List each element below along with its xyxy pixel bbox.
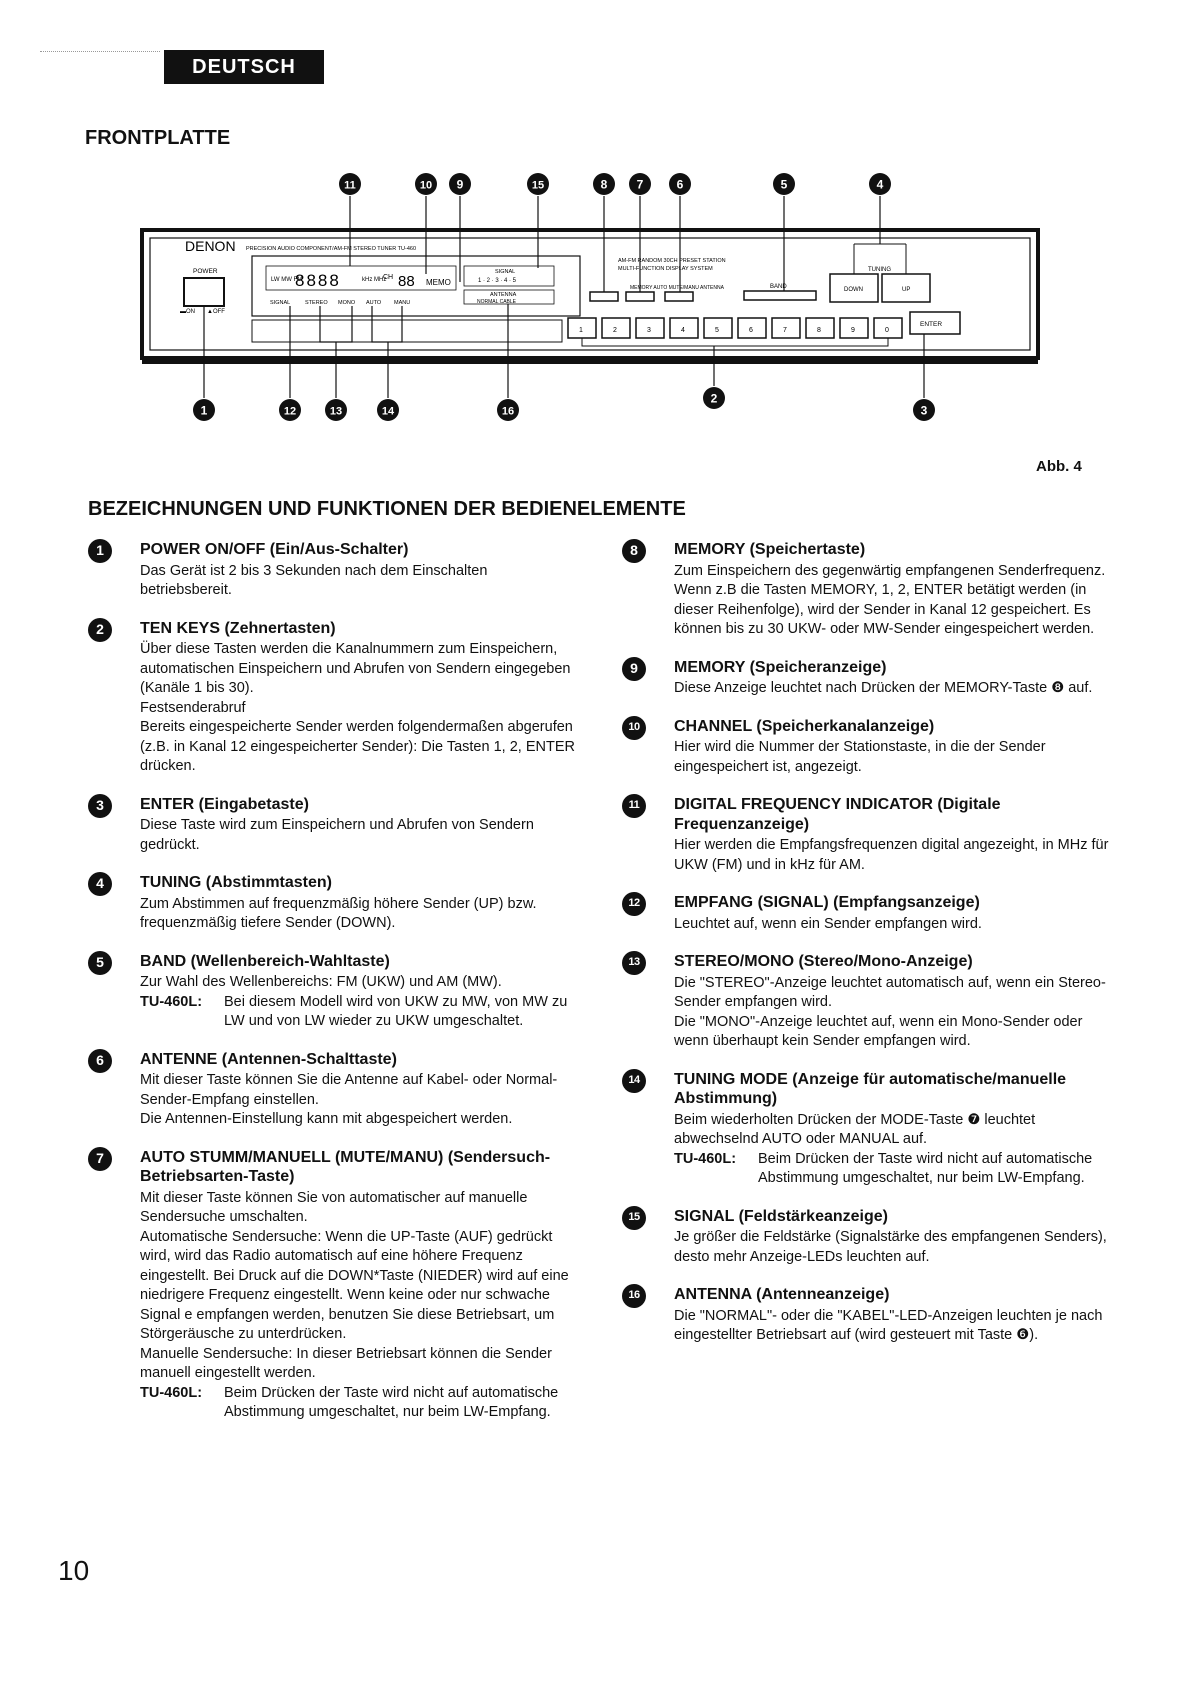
key-4-label: 4	[681, 327, 685, 334]
item-number-badge: 4	[88, 872, 112, 896]
item-number-badge: 14	[622, 1069, 646, 1093]
model-note	[140, 993, 580, 1032]
power-off-label: ▲OFF	[207, 309, 225, 315]
antenna-modes: NORMAL CABLE	[477, 299, 516, 305]
function-item	[88, 873, 580, 934]
svg-text:2: 2	[710, 391, 718, 406]
key-1-label: 1	[579, 327, 583, 334]
svg-text:4: 4	[876, 177, 884, 192]
memo-indicator: MEMO	[426, 278, 451, 287]
function-item	[622, 540, 1112, 640]
svg-text:3: 3	[920, 403, 928, 418]
item-number-badge: 16	[622, 1284, 646, 1308]
svg-text:9: 9	[456, 177, 464, 192]
mute-manu-button	[626, 292, 654, 301]
function-item	[88, 619, 580, 777]
power-button	[184, 278, 224, 306]
item-number-badge: 9	[622, 657, 646, 681]
item-paragraph: Mit dieser Taste können Sie die Antenne auf Kabel- oder Normal-Sender-Empfang einstellen.	[140, 1072, 558, 1108]
model-note-label: TU-460L:	[140, 993, 203, 1010]
model-note-text: Bei diesem Modell wird von UKW zu MW, von MW zu LW und von LW wieder zu UKW umgeschaltet.	[224, 993, 568, 1029]
left-column	[88, 540, 580, 1441]
channel-label: CH	[383, 274, 394, 281]
model-note-text: Beim Drücken der Taste wird nicht auf automatische Abstimmung umgeschaltet, nur beim LW-Empfang.	[224, 1384, 559, 1420]
model-note	[140, 1384, 580, 1423]
item-number-badge: 13	[622, 951, 646, 975]
item-paragraph: Die "MONO"-Anzeige leuchtet auf, wenn ein Mono-Sender oder wenn überhaupt kein Sender empfangen wird.	[674, 1013, 1083, 1049]
function-item	[622, 1070, 1112, 1189]
svg-text:5: 5	[780, 177, 788, 192]
frequency-digits: 8888	[295, 271, 341, 290]
item-paragraph: Über diese Tasten werden die Kanalnummern zum Einspeichern, automatischen Einspeichern und Abrufen von Sendern eingegeben (Kanäle 1 bis 30).	[140, 641, 571, 696]
function-item	[622, 795, 1112, 875]
svg-text:14: 14	[381, 405, 395, 418]
key-3-label: 3	[647, 327, 651, 334]
model-note-label: TU-460L:	[140, 1384, 203, 1401]
key-2-label: 2	[613, 327, 617, 334]
controls-heading: BEZEICHNUNGEN UND FUNKTIONEN DER BEDIENELEMENTE	[88, 498, 686, 520]
function-item	[622, 1285, 1112, 1346]
item-number-badge: 15	[622, 1206, 646, 1230]
svg-text:7: 7	[636, 177, 644, 192]
antenna-label: ANTENNA	[490, 292, 517, 298]
item-paragraph: Das Gerät ist 2 bis 3 Sekunden nach dem Einschalten betriebsbereit.	[140, 562, 488, 598]
function-item	[622, 1207, 1112, 1268]
item-paragraph: Manuelle Sendersuche: In dieser Betriebsart können die Sender manuell eingestellt werden.	[140, 1345, 552, 1381]
function-item	[88, 540, 580, 601]
item-paragraph: Die Antennen-Einstellung kann mit abgespeichert werden.	[140, 1111, 513, 1127]
signal-meter-label: SIGNAL	[495, 269, 516, 275]
item-paragraph: Zur Wahl des Wellenbereichs: FM (UKW) und AM (MW).	[140, 974, 502, 990]
item-number-badge: 5	[88, 951, 112, 975]
item-title: STEREO/MONO (Stereo/Mono-Anzeige)	[674, 953, 973, 970]
function-item	[88, 1148, 580, 1423]
right-column	[622, 540, 1112, 1364]
indicator-signal: SIGNAL	[270, 300, 291, 306]
item-paragraph: Leuchtet auf, wenn ein Sender empfangen wird.	[674, 915, 982, 932]
function-item	[622, 952, 1112, 1052]
item-paragraph: Die "STEREO"-Anzeige leuchtet automatisch auf, wenn ein Stereo-Sender empfangen wird.	[674, 974, 1106, 1010]
system-line-2: MULTI-FUNCTION DISPLAY SYSTEM	[618, 266, 713, 272]
key-9-label: 9	[851, 327, 855, 334]
band-button	[744, 291, 816, 300]
item-title: AUTO STUMM/MANUELL (MUTE/MANU) (Sendersuch-Betriebsarten-Taste)	[140, 1148, 551, 1185]
svg-text:6: 6	[676, 177, 684, 192]
item-paragraph: Zum Abstimmen auf frequenzmäßig höhere Sender (UP) bzw. frequenzmäßig tiefere Sender (DOWN).	[140, 895, 537, 931]
svg-text:10: 10	[419, 179, 433, 192]
function-item	[88, 795, 580, 856]
item-title: ANTENNA (Antenneanzeige)	[674, 1286, 890, 1303]
memory-button	[590, 292, 618, 301]
frequency-units: kHz MHz	[362, 277, 387, 283]
language-tab: DEUTSCH	[164, 50, 324, 84]
model-note-text: Beim Drücken der Taste wird nicht auf automatische Abstimmung umgeschaltet, nur beim LW-Empfang.	[758, 1150, 1093, 1186]
item-title: MEMORY (Speicheranzeige)	[674, 658, 887, 676]
item-title: ENTER (Eingabetaste)	[140, 795, 309, 813]
function-item	[622, 893, 1112, 934]
enter-label: ENTER	[920, 321, 943, 328]
item-title: EMPFANG (SIGNAL) (Empfangsanzeige)	[674, 894, 980, 911]
item-number-badge: 11	[622, 794, 646, 818]
model-line: PRECISION AUDIO COMPONENT/AM-FM STEREO TUNER TU-460	[246, 246, 417, 252]
band-indicators: LW MW FM	[271, 277, 303, 283]
item-paragraph: Die "NORMAL"- oder die "KABEL"-LED-Anzeigen leuchten je nach eingestellter Betriebsart auf (wird gesteuert mit Taste ❻).	[674, 1307, 1103, 1343]
item-number-badge: 1	[88, 539, 112, 563]
system-line-1: AM-FM RANDOM 30CH PRESET STATION	[618, 258, 726, 264]
item-paragraph: Diese Anzeige leuchtet nach Drücken der MEMORY-Taste ❽ auf.	[674, 680, 1093, 696]
item-title: DIGITAL FREQUENCY INDICATOR (Digitale Frequenzanzeige)	[674, 796, 1001, 833]
item-number-badge: 2	[88, 618, 112, 642]
page-number: 10	[58, 1555, 90, 1586]
function-item	[622, 717, 1112, 778]
item-title: ANTENNE (Antennen-Schalttaste)	[140, 1050, 397, 1068]
item-title: TUNING MODE (Anzeige für automatische/manuelle Abstimmung)	[674, 1070, 1067, 1107]
item-number-badge: 12	[622, 892, 646, 916]
indicator-auto: AUTO	[366, 300, 382, 306]
down-label: DOWN	[844, 287, 863, 293]
channel-digits: 88	[398, 273, 415, 290]
antenna-button	[665, 292, 693, 301]
callouts-top	[339, 173, 891, 195]
model-note	[674, 1150, 1112, 1189]
item-paragraph: Hier werden die Empfangsfrequenzen digital angezeight, in MHz für UKW (FM) und in kHz für AM.	[674, 837, 1109, 873]
key-0-label: 0	[885, 327, 889, 334]
callouts-bottom	[193, 387, 935, 421]
item-paragraph: Bereits eingespeicherte Sender werden folgendermaßen abgerufen (z.B. in Kanal 12 eingespeicherter Sender): Die Tasten 1, 2, ENTER drücken.	[140, 719, 575, 774]
item-paragraph: Zum Einspeichern des gegenwärtig empfangenen Senderfrequenz.	[674, 562, 1106, 579]
item-paragraph: Festsenderabruf	[140, 699, 246, 716]
function-item	[88, 952, 580, 1032]
item-paragraph: Hier wird die Nummer der Stationstaste, in die der Sender eingespeichert ist, angezeigt.	[674, 739, 1046, 775]
item-paragraph: Beim wiederholten Drücken der MODE-Taste ❼ leuchtet abwechselnd AUTO oder MANUAL auf.	[674, 1111, 1036, 1147]
svg-text:8: 8	[600, 177, 608, 192]
model-note-label: TU-460L:	[674, 1150, 737, 1167]
power-label: POWER	[193, 268, 218, 275]
brand-label: DENON	[185, 238, 236, 254]
item-title: BAND (Wellenbereich-Wahltaste)	[140, 952, 390, 970]
indicator-manu: MANU	[394, 300, 411, 306]
item-paragraph: Diese Taste wird zum Einspeichern und Abrufen von Sendern gedrückt.	[140, 817, 534, 853]
up-label: UP	[902, 287, 911, 293]
function-labels: MEMORY AUTO MUTE/MANU ANTENNA	[630, 285, 724, 291]
item-paragraph: Je größer die Feldstärke (Signalstärke des empfangenen Senders), desto mehr Anzeige-LEDs leuchten auf.	[674, 1229, 1107, 1265]
power-on-label: ▬ON	[180, 309, 195, 315]
svg-text:11: 11	[344, 179, 356, 192]
front-panel-diagram	[140, 170, 1060, 460]
top-dotted-rule	[40, 51, 160, 52]
svg-text:1: 1	[200, 403, 208, 418]
function-item	[88, 1050, 580, 1130]
item-title: TEN KEYS (Zehnertasten)	[140, 619, 336, 637]
item-number-badge: 8	[622, 539, 646, 563]
item-title: SIGNAL (Feldstärkeanzeige)	[674, 1207, 888, 1225]
function-item	[622, 658, 1112, 699]
svg-text:15: 15	[531, 179, 545, 192]
item-title: TUNING (Abstimmtasten)	[140, 874, 333, 891]
item-number-badge: 7	[88, 1147, 112, 1171]
svg-text:12: 12	[283, 405, 297, 418]
ten-keys	[568, 318, 902, 338]
item-number-badge: 10	[622, 716, 646, 740]
svg-text:13: 13	[329, 405, 343, 418]
indicator-stereo: STEREO	[305, 300, 328, 306]
figure-caption: Abb. 4	[1036, 458, 1082, 475]
band-label: BAND	[770, 284, 787, 290]
signal-scale: 1 · 2 · 3 · 4 · 5	[478, 278, 517, 284]
tuning-label: TUNING	[868, 267, 891, 273]
item-number-badge: 6	[88, 1049, 112, 1073]
item-paragraph: Automatische Sendersuche: Wenn die UP-Taste (AUF) gedrückt wird, wird das Radio automatisch auf eine höhere Frequenz eingestellt. Bei Druck auf die DOWN*Taste (NIEDER) wird auf eine niedrigere Frequenz eingestellt. Wenn keine oder nur schwache Signal e empfangen werden, benutzen Sie diese Betriebsart, um Störgeräusche zu unterdrücken.	[140, 1228, 569, 1342]
item-number-badge: 3	[88, 794, 112, 818]
key-7-label: 7	[783, 327, 787, 334]
item-title: POWER ON/OFF (Ein/Aus-Schalter)	[140, 541, 409, 558]
svg-text:16: 16	[501, 405, 515, 418]
section-title: FRONTPLATTE	[85, 127, 231, 149]
item-paragraph: Mit dieser Taste können Sie von automatischer auf manuelle Sendersuche umschalten.	[140, 1189, 528, 1225]
key-8-label: 8	[817, 327, 821, 334]
item-title: MEMORY (Speichertaste)	[674, 541, 866, 558]
key-6-label: 6	[749, 327, 753, 334]
item-title: CHANNEL (Speicherkanalanzeige)	[674, 717, 935, 735]
item-paragraph: Wenn z.B die Tasten MEMORY, 1, 2, ENTER betätigt werden (in dieser Reihenfolge), wird der Sender in Kanal 12 gespeichert. Es können bis zu 30 UKW- oder MW-Sender eingespeichert werden.	[674, 582, 1095, 637]
key-5-label: 5	[715, 327, 719, 334]
indicator-mono: MONO	[338, 300, 356, 306]
